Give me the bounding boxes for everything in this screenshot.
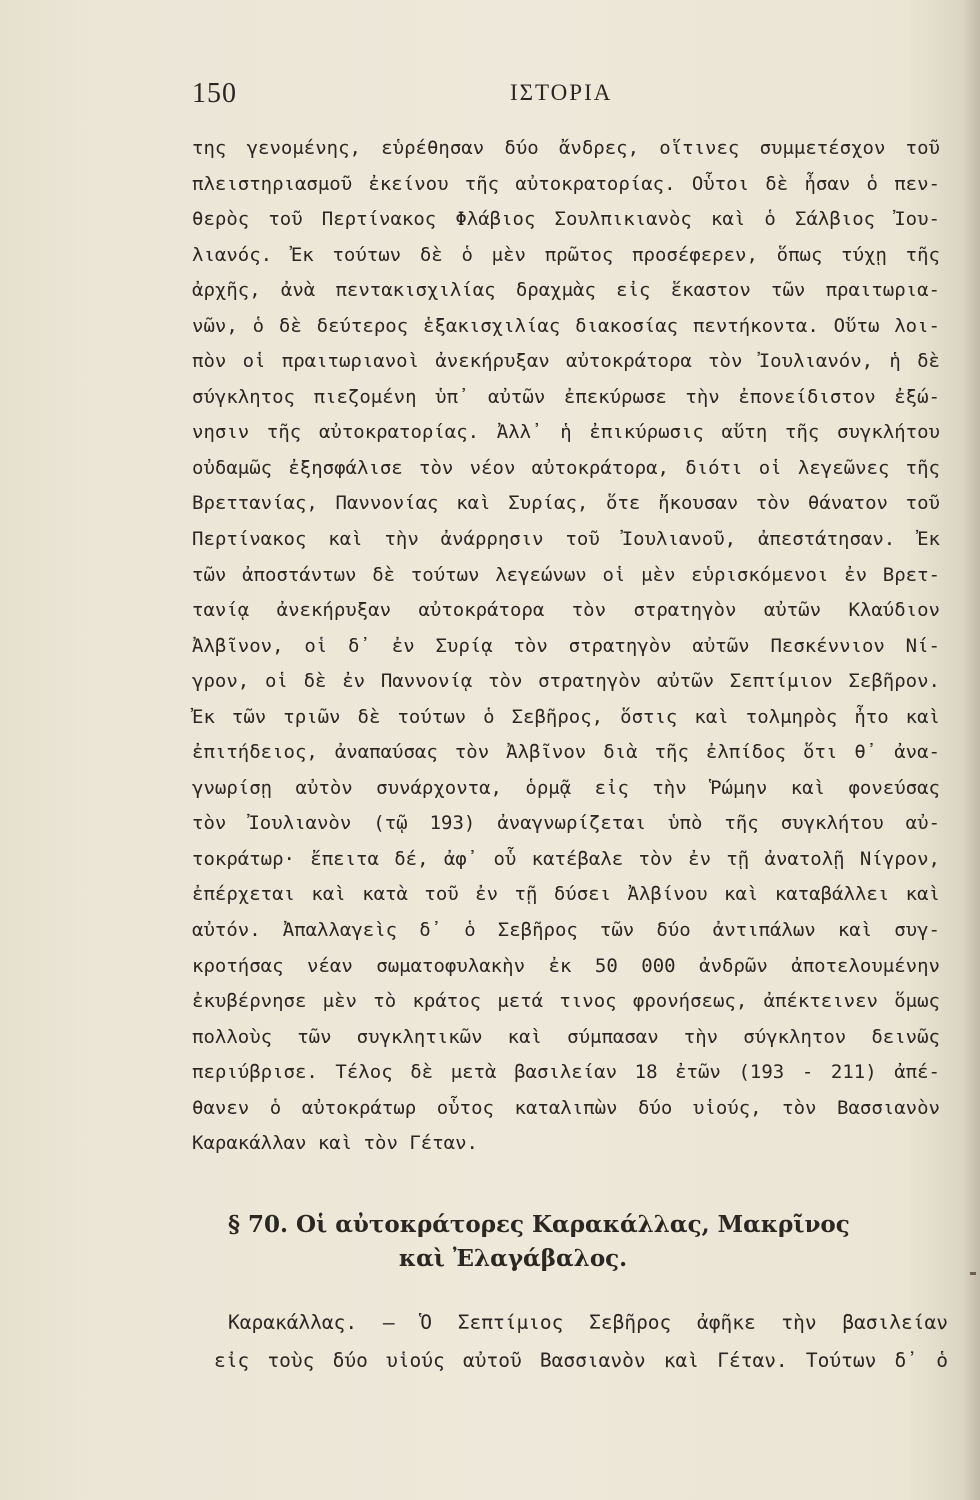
text-line: κροτήσας νέαν σωματοφυλακὴν ἐκ 50 000 ἀνδρῶν ἀποτελουμένην xyxy=(192,954,940,977)
text-line: θερὸς τοῦ Περτίνακος Φλάβιος Σουλπικιανὸς καὶ ὁ Σάλβιος Ἰου- xyxy=(192,208,940,231)
text-line: πὸν οἱ πραιτωριανοὶ ἀνεκήρυξαν αὐτοκράτορα τὸν Ἰουλιανόν, ἡ δὲ xyxy=(192,350,940,373)
section-heading xyxy=(228,1208,958,1276)
text-line: της γενομένης, εὑρέθησαν δύο ἄνδρες, οἵτινες συμμετέσχον τοῦ xyxy=(192,137,940,159)
text-line: ἀρχῆς, ἀνὰ πεντακισχιλίας δραχμὰς εἰς ἕκαστον τῶν πραιτωρια- xyxy=(192,279,940,302)
text-line: τανίᾳ ἀνεκήρυξαν αὐτοκράτορα τὸν στρατηγὸν αὐτῶν Κλαύδιον xyxy=(192,599,940,622)
text-line: περιύβρισε. Τέλος δὲ μετὰ βασιλείαν 18 ἐτῶν (193 - 211) ἀπέ- xyxy=(192,1061,940,1084)
page-edge-shadow xyxy=(962,0,980,1500)
text-line: γρον, οἱ δὲ ἐν Παννονίᾳ τὸν στρατηγὸν αὐτῶν Σεπτίμιον Σεβῆρον. xyxy=(192,670,940,693)
text-line: τοκράτωρ· ἔπειτα δέ, ἀφ᾽ οὗ κατέβαλε τὸν ἐν τῇ ἀνατολῇ Νίγρον, xyxy=(192,847,940,870)
text-line: λιανός. Ἐκ τούτων δὲ ὁ μὲν πρῶτος προσέφερεν, ὅπως τύχῃ τῆς xyxy=(192,243,940,266)
text-line: γνωρίσῃ αὐτὸν συνάρχοντα, ὁρμᾷ εἰς τὴν Ῥώμην καὶ φονεύσας xyxy=(192,776,940,799)
text-line: Καρακάλλας. — Ὁ Σεπτίμιος Σεβῆρος ἀφῆκε τὴν βασιλείαν xyxy=(228,1311,948,1334)
text-line: νῶν, ὁ δὲ δεύτερος ἑξακισχιλίας διακοσίας πεντήκοντα. Οὕτω λοι- xyxy=(192,314,940,337)
text-line: Περτίνακος καὶ τὴν ἀνάρρησιν τοῦ Ἰουλιανοῦ, ἀπεστάτησαν. Ἐκ xyxy=(192,528,940,551)
page-header xyxy=(192,78,942,118)
body-paragraph xyxy=(192,131,940,1162)
text-line: Βρεττανίας, Παννονίας καὶ Συρίας, ὅτε ἤκουσαν τὸν θάνατον τοῦ xyxy=(192,492,940,515)
text-line: αὐτόν. Ἀπαλλαγεὶς δ᾽ ὁ Σεβῆρος τῶν δύο ἀντιπάλων καὶ συγ- xyxy=(192,919,940,942)
text-line: τῶν ἀποστάντων δὲ τούτων λεγεώνων οἱ μὲν εὑρισκόμενοι ἐν Βρετ- xyxy=(192,563,940,586)
text-line: πλειστηριασμοῦ ἐκείνου τῆς αὐτοκρατορίας. Οὗτοι δὲ ἦσαν ὁ πεν- xyxy=(192,172,940,195)
text-line: ἐπιτήδειος, ἀναπαύσας τὸν Ἀλβῖνον διὰ τῆς ἐλπίδος ὅτι θ᾽ ἀνα- xyxy=(192,741,940,764)
section-heading-line: § 70. Οἱ αὐτοκράτορες Καρακάλλας, Μακρῖνος xyxy=(228,1211,850,1238)
text-line: θανεν ὁ αὐτοκράτωρ οὗτος καταλιπὼν δύο υἱούς, τὸν Βασσιανὸν xyxy=(192,1096,940,1119)
text-line: εἰς τοὺς δύο υἱούς αὐτοῦ Βασσιανὸν καὶ Γέταν. Τούτων δ᾽ ὁ xyxy=(214,1349,948,1372)
text-line: Ἀλβῖνον, οἱ δ᾽ ἐν Συρίᾳ τὸν στρατηγὸν αὐτῶν Πεσκέννιον Νί- xyxy=(192,634,940,657)
text-line: ἐκυβέρνησε μὲν τὸ κράτος μετά τινος φρονήσεως, ἀπέκτεινεν ὅμως xyxy=(192,990,940,1013)
text-line: τὸν Ἰουλιανὸν (τῷ 193) ἀναγνωρίζεται ὑπὸ τῆς συγκλήτου αὐ- xyxy=(192,812,940,835)
text-line: Ἐκ τῶν τριῶν δὲ τούτων ὁ Σεβῆρος, ὅστις καὶ τολμηρὸς ἦτο καὶ xyxy=(192,705,940,728)
page-number: 150 xyxy=(192,78,237,109)
section-heading-line: καὶ Ἐλαγάβαλος. xyxy=(398,1245,628,1272)
running-title: ΙΣΤΟΡΙΑ xyxy=(510,80,613,105)
text-line: οὐδαμῶς ἐξησφάλισε τὸν νέον αὐτοκράτορα, διότι οἱ λεγεῶνες τῆς xyxy=(192,456,940,479)
section-paragraph xyxy=(214,1304,948,1380)
text-line: ἐπέρχεται καὶ κατὰ τοῦ ἐν τῇ δύσει Ἀλβίνου καὶ καταβάλλει καὶ xyxy=(192,883,940,906)
margin-mark xyxy=(970,1272,976,1275)
text-line: σύγκλητος πιεζομένη ὑπ᾽ αὐτῶν ἐπεκύρωσε τὴν ἐπονείδιστον ἐξώ- xyxy=(192,385,940,408)
text-line: πολλοὺς τῶν συγκλητικῶν καὶ σύμπασαν τὴν σύγκλητον δεινῶς xyxy=(192,1025,940,1048)
text-line: νησιν τῆς αὐτοκρατορίας. Ἀλλ᾽ ἡ ἐπικύρωσις αὕτη τῆς συγκλήτου xyxy=(192,421,940,444)
text-line: Καρακάλλαν καὶ τὸν Γέταν. xyxy=(192,1132,478,1155)
